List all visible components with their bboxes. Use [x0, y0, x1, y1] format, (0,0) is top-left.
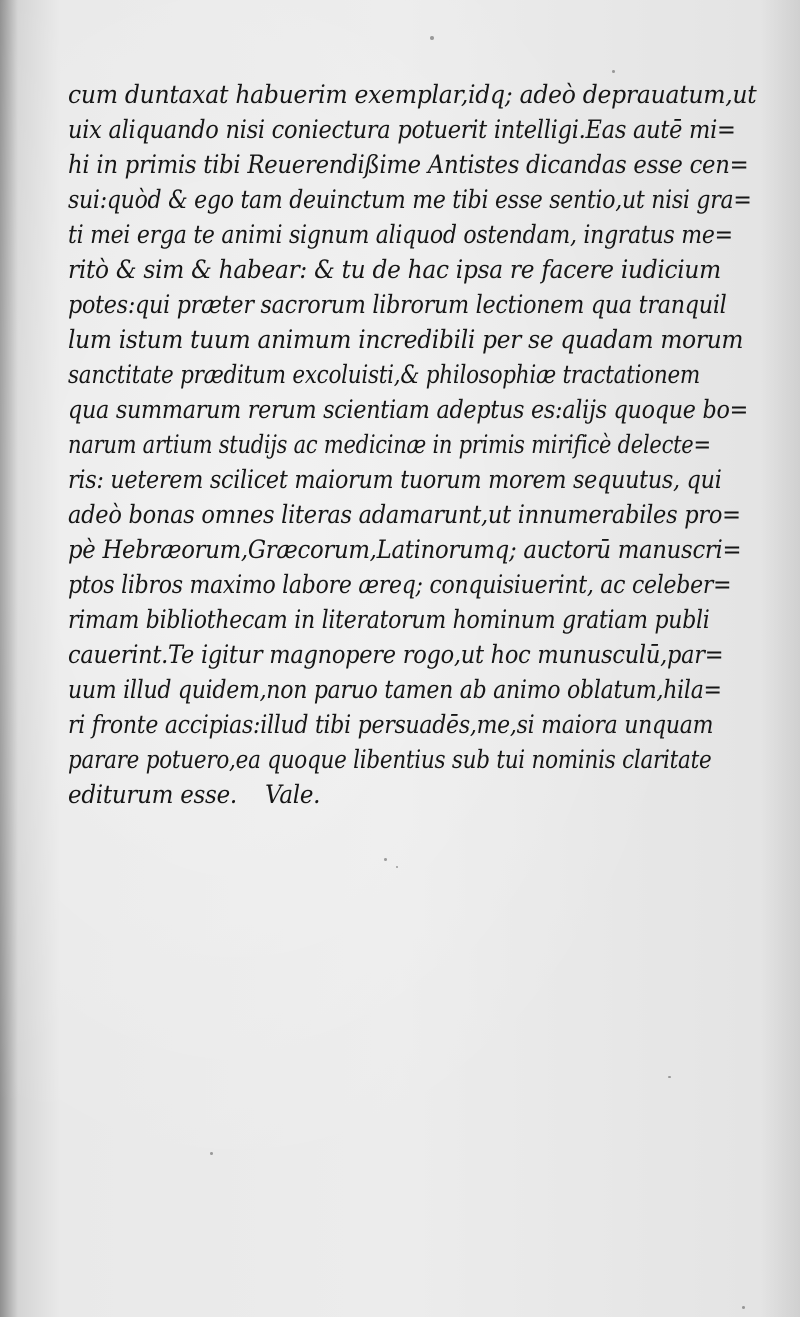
text-line: cauerint.Te igitur magnopere rogo,ut hoc munusculū,par= [68, 640, 724, 669]
text-line: sanctitate præditum excoluisti,& philosophiæ tractationem [68, 360, 701, 389]
text-line: uix aliquando nisi coniectura potuerit intelligi.Eas autē mi= [68, 115, 736, 144]
text-line: potes:qui præter sacrorum librorum lectionem qua tranquil [68, 290, 727, 319]
text-line: parare potuero,ea quoque libentius sub tui nominis claritate [68, 745, 712, 774]
text-line: uum illud quidem,non paruo tamen ab animo oblatum,hila= [68, 675, 722, 704]
ink-speck [384, 858, 387, 861]
text-line: adeò bonas omnes literas adamarunt,ut innumerabiles pro= [68, 500, 741, 529]
text-line: ti mei erga te animi signum aliquod ostendam, ingratus me= [68, 220, 733, 249]
text-line: qua summarum rerum scientiam adeptus es:alijs quoque bo= [68, 395, 748, 424]
text-line: ptos libros maximo labore æreq; conquisiuerint, ac celeber= [68, 570, 732, 599]
text-line: ri fronte accipias:illud tibi persuadēs,me,si maiora unquam [68, 710, 714, 739]
text-line: rimam bibliothecam in literatorum hominum gratiam publi [68, 605, 710, 634]
ink-speck [210, 1152, 213, 1155]
text-line: ris: ueterem scilicet maiorum tuorum morem sequutus, qui [68, 465, 722, 494]
text-line: pè Hebræorum,Græcorum,Latinorumq; auctorū manuscri= [68, 535, 742, 564]
ink-speck [668, 1076, 671, 1078]
text-line: hi in primis tibi Reuerendißime Antistes dicandas esse cen= [68, 150, 749, 179]
text-line: narum artium studijs ac medicinæ in primis mirificè delecte= [68, 430, 711, 459]
ink-speck [396, 866, 398, 868]
closing-line: editurum esse. Vale. [68, 780, 321, 809]
ink-speck [612, 70, 615, 73]
ink-speck [430, 36, 434, 40]
text-line: sui:quòd & ego tam deuinctum me tibi esse sentio,ut nisi gra= [68, 185, 752, 214]
text-line: cum duntaxat habuerim exemplar,idq; adeò deprauatum,ut [68, 80, 757, 109]
text-line: lum istum tuum animum incredibili per se quadam morum [68, 325, 744, 354]
ink-speck [742, 1306, 745, 1309]
text-line: ritò & sim & habear: & tu de hac ipsa re facere iudicium [68, 255, 721, 284]
